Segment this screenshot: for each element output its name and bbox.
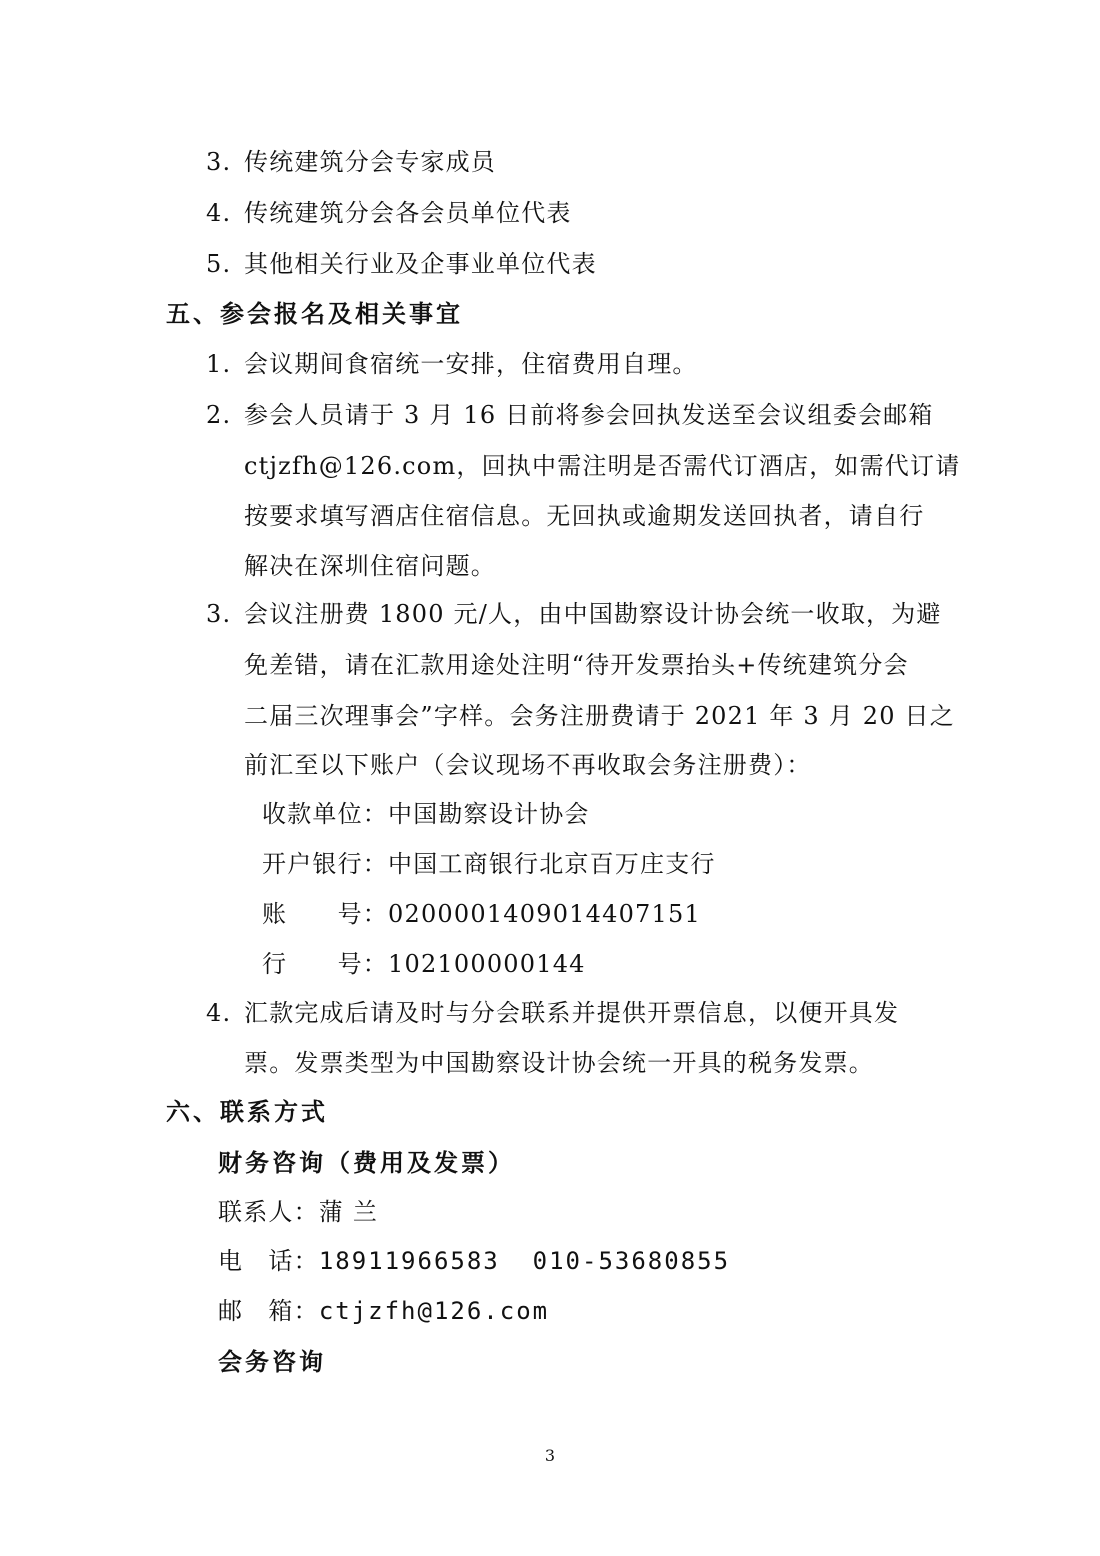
registration-item-3-line: 前汇至以下账户（会议现场不再收取会务注册费）： [244, 751, 812, 779]
finance-phone-row [218, 1245, 730, 1277]
field-value: 102100000144 [388, 950, 586, 978]
finance-contact-row [218, 1196, 378, 1228]
registration-item-1 [206, 348, 698, 380]
field-label: 开户银行： [262, 850, 388, 878]
list-text: 汇款完成后请及时与分会联系并提供开票信息，以便开具发 [244, 999, 900, 1027]
list-text: 传统建筑分会各会员单位代表 [244, 199, 572, 227]
field-value: 中国工商银行北京百万庄支行 [388, 850, 716, 878]
registration-item-2-line: 按要求填写酒店住宿信息。无回执或逾期发送回执者，请自行 [244, 502, 925, 530]
list-number: 4. [206, 999, 232, 1027]
bank-name-row [262, 848, 716, 880]
bank-payee-row [262, 798, 590, 830]
list-number: 1. [206, 350, 232, 378]
attendee-item-3 [206, 146, 496, 178]
field-label: 收款单位： [262, 800, 388, 828]
finance-subheading: 财务咨询（费用及发票） [218, 1149, 515, 1177]
list-text: 参会人员请于 3 月 16 日前将参会回执发送至会议组委会邮箱 [244, 401, 934, 429]
section-heading-registration: 五、参会报名及相关事宜 [166, 300, 463, 328]
list-number: 2. [206, 401, 232, 429]
registration-item-2-line: 解决在深圳住宿问题。 [244, 552, 496, 580]
bank-account-row [262, 898, 701, 930]
bank-code-row [262, 948, 586, 980]
section-heading-contact: 六、联系方式 [166, 1098, 328, 1126]
field-label: 邮 箱： [218, 1297, 319, 1325]
finance-email-row [218, 1295, 549, 1327]
registration-item-2-line: ctjzfh@126.com，回执中需注明是否需代订酒店，如需代订请 [244, 452, 961, 480]
field-value: 中国勘察设计协会 [388, 800, 590, 828]
field-value: 0200001409014407151 [388, 900, 701, 928]
list-text: 传统建筑分会专家成员 [244, 148, 496, 176]
field-label: 行 号： [262, 950, 388, 978]
registration-item-3-line: 二届三次理事会”字样。会务注册费请于 2021 年 3 月 20 日之 [244, 702, 955, 730]
list-text: 其他相关行业及企事业单位代表 [244, 250, 597, 278]
field-label: 联系人： [218, 1198, 319, 1226]
attendee-item-5 [206, 248, 597, 280]
page-number: 3 [544, 1446, 556, 1465]
field-value: 蒲 兰 [318, 1198, 379, 1226]
field-label: 账 号： [262, 900, 388, 928]
list-text: 会议注册费 1800 元/人，由中国勘察设计协会统一收取，为避 [244, 600, 942, 628]
attendee-item-4 [206, 197, 572, 229]
list-number: 5. [206, 250, 232, 278]
list-text: 会议期间食宿统一安排，住宿费用自理。 [244, 350, 698, 378]
registration-item-4 [206, 997, 899, 1029]
list-number: 3. [206, 600, 232, 628]
registration-item-3 [206, 598, 942, 630]
field-value: ctjzfh@126.com [318, 1297, 550, 1325]
list-number: 3. [206, 148, 232, 176]
registration-item-2 [206, 399, 934, 431]
meeting-subheading: 会务咨询 [218, 1348, 326, 1376]
registration-item-4-line: 票。发票类型为中国勘察设计协会统一开具的税务发票。 [244, 1049, 874, 1077]
list-number: 4. [206, 199, 232, 227]
registration-item-3-line: 免差错，请在汇款用途处注明“待开发票抬头+传统建筑分会 [244, 651, 909, 679]
field-value: 18911966583 010-53680855 [318, 1247, 731, 1275]
field-label: 电 话： [218, 1247, 319, 1275]
